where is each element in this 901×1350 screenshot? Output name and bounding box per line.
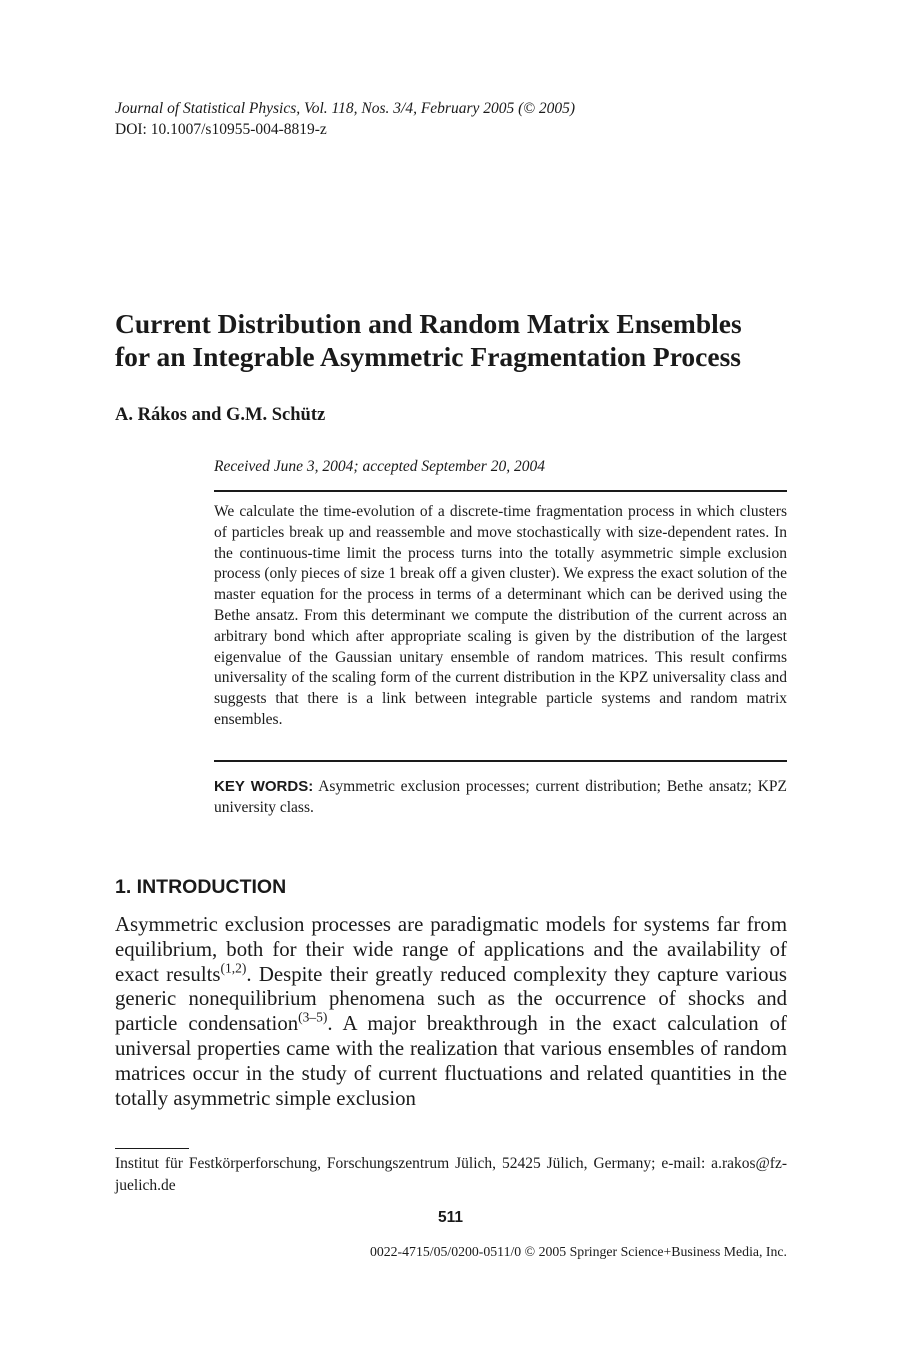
abstract: We calculate the time-evolution of a discrete-time fragmentation process in which clusters of particles break up and reassemble and move stochastically with size-dependent rates. In the continuous-time limit the process turns into the totally asymmetric simple exclusion process (only pieces of size 1 break off a given cluster). We express the exact solution of the master equation for the process in terms of a determinant which can be derived using the Bethe ansatz. From this determinant we compute the distribution of the current across an arbitrary bond which after appropriate scaling is given by the distribution of the largest eigenvalue of the Gaussian unitary ensemble of random matrices. This result confirms universality of the scaling form of the current distribution in the KPZ universality class and suggests that there is a link between integrable particle systems and random matrix ensembles. <box>214 503 787 728</box>
doi: DOI: 10.1007/s10955-004-8819-z <box>115 121 327 138</box>
title-line-1: Current Distribution and Random Matrix Ensembles <box>115 308 742 339</box>
keywords-text: Asymmetric exclusion processes; current distribution; Bethe ansatz; KPZ university class. <box>214 778 787 816</box>
page-number: 511 <box>437 1209 463 1226</box>
abstract-top-rule <box>214 490 787 492</box>
title-line-2: for an Integrable Asymmetric Fragmentation Process <box>115 341 742 372</box>
citation-ref: (1,2) <box>220 960 247 976</box>
copyright-line: 0022-4715/05/0200-0511/0 © 2005 Springer Science+Business Media, Inc. <box>369 1244 787 1259</box>
keywords-label: KEY WORDS: <box>214 778 314 795</box>
intro-text-3: . A major breakthrough in the exact calculation of universal properties came with the realization that various ensembles of random matrices occur in the study of current fluctuations and related quantities in the totally asymmetric simple exclusion <box>115 1012 787 1110</box>
keywords <box>214 776 787 818</box>
journal-citation: Journal of Statistical Physics, Vol. 118, Nos. 3/4, February 2005 (© 2005) <box>115 100 576 117</box>
footnote: Institut für Festkörperforschung, Forschungszentrum Jülich, 52425 Jülich, Germany; e-mail: a.rakos@fz-juelich.de <box>115 1155 787 1194</box>
intro-text-1: Asymmetric exclusion processes are paradigmatic models for systems far from equilibrium, both for their wide range of applications and the availability of exact results <box>115 913 787 986</box>
intro-text-2: . Despite their greatly reduced complexity they capture various generic nonequilibrium phenomena such as the occurrence of shocks and particle condensation <box>115 962 787 1036</box>
received-dates: Received June 3, 2004; accepted September 20, 2004 <box>214 458 545 475</box>
footnote-rule <box>115 1148 189 1149</box>
abstract-bottom-rule <box>214 760 787 762</box>
citation-ref: (3–5) <box>298 1009 328 1025</box>
authors: A. Rákos and G.M. Schütz <box>115 405 326 425</box>
intro-paragraph <box>115 913 787 1111</box>
section-heading: 1. INTRODUCTION <box>115 876 287 898</box>
paper-title <box>115 307 815 373</box>
